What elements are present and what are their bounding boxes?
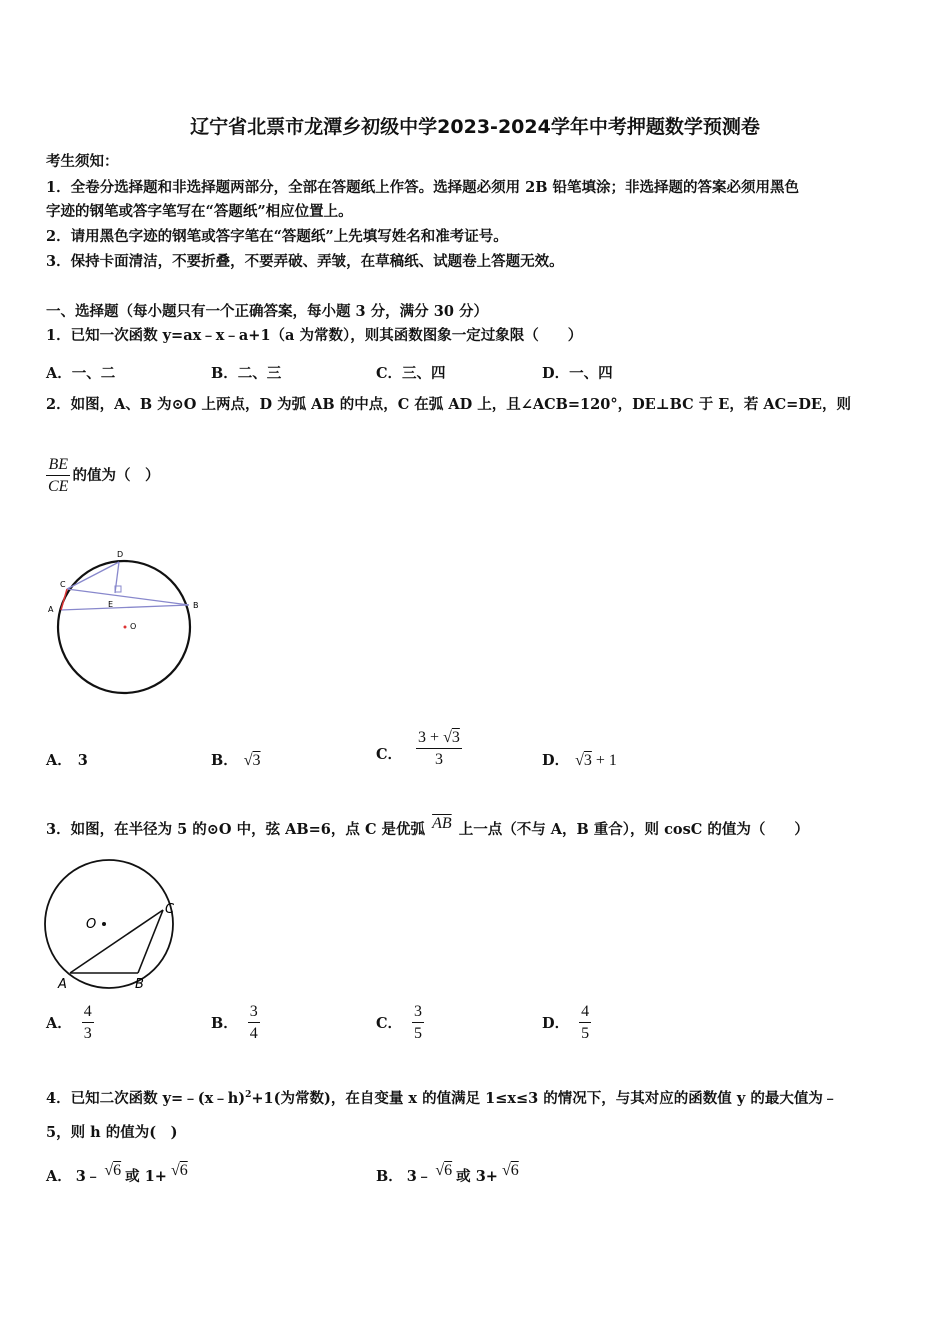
q1-option-a: A．一、二	[46, 365, 116, 382]
q2-ratio-denominator: CE	[48, 478, 69, 495]
q3-center-point	[102, 922, 106, 926]
q2-option-c-label: C．	[376, 746, 403, 763]
q4-stem-line-1	[46, 1085, 837, 1109]
q4-option-a-radical-1: √6	[104, 1162, 122, 1179]
notice-heading: 考生须知：	[46, 153, 119, 170]
q2-chord-ab	[61, 605, 189, 610]
q4-stem-line-2: 5，则 h 的值为( )	[46, 1124, 178, 1141]
q3-option-c-den: 5	[414, 1025, 423, 1042]
notice-line-1a: 1．全卷分选择题和非选择题两部分，全部在答题纸上作答。选择题必须用 2B 铅笔填涂；非选择题的答案必须用黑色	[46, 179, 800, 196]
q4-option-b-prefix: 3﹣	[406, 1168, 432, 1185]
q3-label-o: O	[86, 917, 97, 932]
q2-segment-cb	[67, 589, 189, 605]
q4-option-b-or: 或 3+	[456, 1168, 498, 1185]
q1-option-b: B．二、三	[211, 365, 282, 382]
q3-option-d-label: D．	[542, 1015, 570, 1032]
q2-label-o: O	[130, 622, 137, 631]
q4-option-a-radicand-2: 6	[179, 1162, 188, 1179]
q2-option-c	[376, 728, 462, 769]
q2-option-d-tail: + 1	[591, 752, 617, 769]
q3-option-d	[542, 1002, 591, 1043]
q2-segment-de	[115, 562, 119, 593]
q3-option-d-den: 5	[581, 1025, 590, 1042]
q2-option-b-label: B．	[211, 752, 238, 769]
q2-stem-end: 的值为（ ）	[72, 466, 160, 484]
section-heading: 一、选择题（每小题只有一个正确答案，每小题 3 分，满分 30 分）	[46, 303, 488, 320]
q4-option-b	[376, 1162, 519, 1186]
q3-option-c-label: C．	[376, 1015, 403, 1032]
q4-option-b-label: B．	[376, 1168, 403, 1185]
q3-label-c: C	[165, 902, 175, 917]
q2-option-d-radical: √3 + 1	[575, 752, 617, 769]
q3-circle	[45, 860, 173, 988]
q2-segment-ac	[61, 589, 67, 610]
q2-option-a-label: A．	[46, 752, 72, 769]
q4-option-b-radical-1: √6	[435, 1162, 453, 1179]
q4-option-b-radicand-1: 6	[444, 1162, 453, 1179]
q3-option-b-num: 3	[248, 1002, 260, 1023]
q2-stem: 2．如图，A、B 为⊙O 上两点，D 为弧 AB 的中点，C 在弧 AD 上，且∠ACB=120°，DE⊥BC 于 E，若 AC=DE，则	[46, 396, 851, 413]
q3-option-b-fraction	[248, 1002, 260, 1043]
q2-ratio-numerator: BE	[46, 455, 70, 476]
notice-line-2: 2．请用黑色字迹的钢笔或答字笔在“答题纸”上先填写姓名和准考证号。	[46, 228, 508, 245]
q1-stem: 1．已知一次函数 y=ax﹣x﹣a+1（a 为常数），则其函数图象一定过象限（ ）	[46, 327, 583, 344]
q4-option-b-radicand-2: 6	[510, 1162, 519, 1179]
q4-stem-b: +1(为常数)，在自变量 x 的值满足 1≤x≤3 的情况下，与其对应的函数值 y 的最大值为﹣	[251, 1089, 838, 1107]
q3-segment-ac	[70, 910, 163, 973]
q2-label-e: E	[108, 600, 114, 609]
q3-option-c	[376, 1002, 424, 1043]
q4-option-a-radicand-1: 6	[113, 1162, 122, 1179]
q4-stem-a: 4．已知二次函数 y=﹣(x﹣h)	[46, 1089, 246, 1107]
q3-label-b: B	[135, 977, 144, 992]
q2-label-d: D	[117, 550, 124, 559]
q2-option-c-denominator: 3	[434, 751, 443, 768]
q2-option-b	[211, 749, 261, 770]
q2-ratio-fraction	[46, 455, 70, 496]
q2-circle-figure	[44, 545, 204, 705]
q2-option-d-label: D．	[542, 752, 570, 769]
q2-option-c-numerator: 3 + √3	[416, 728, 462, 749]
q4-option-b-radical-2: √6	[501, 1162, 519, 1179]
q3-option-c-fraction	[412, 1002, 424, 1043]
q3-option-a-den: 3	[83, 1025, 92, 1042]
notice-line-3: 3．保持卡面清洁，不要折叠，不要弄破、弄皱，在草稿纸、试题卷上答题无效。	[46, 253, 564, 270]
q2-segment-cd	[67, 562, 119, 589]
q2-option-a-value: 3	[77, 752, 88, 769]
q2-label-a: A	[48, 605, 54, 614]
q2-option-c-num-a: 3 +	[418, 729, 444, 746]
q3-stem-a: 3．如图，在半径为 5 的⊙O 中，弦 AB=6，点 C 是优弧	[46, 821, 426, 838]
q1-option-d: D．一、四	[542, 365, 613, 382]
q4-option-a	[46, 1162, 188, 1186]
q3-arc-ab: $\overline{AB}$	[432, 815, 452, 832]
q4-option-a-label: A．	[46, 1168, 72, 1185]
q2-stem-tail	[46, 455, 159, 496]
q3-circle-figure	[42, 858, 182, 992]
q1-option-c: C．三、四	[376, 365, 446, 382]
page-title: 辽宁省北票市龙潭乡初级中学2023-2024学年中考押题数学预测卷	[190, 116, 760, 138]
q3-option-a	[46, 1002, 94, 1043]
q2-option-d-radicand: 3	[583, 752, 592, 769]
q3-option-a-fraction	[82, 1002, 94, 1043]
q3-option-b	[211, 1002, 260, 1043]
q3-label-a: A	[58, 977, 67, 992]
q4-option-a-radical-2: √6	[170, 1162, 188, 1179]
q3-option-d-num: 4	[579, 1002, 591, 1023]
q3-stem	[46, 815, 809, 840]
q3-option-c-num: 3	[412, 1002, 424, 1023]
q4-option-a-or: 或 1+	[125, 1168, 167, 1185]
q2-option-c-num-radicand: 3	[451, 729, 460, 746]
q2-option-b-radicand: 3	[252, 752, 261, 769]
q2-label-c: C	[60, 580, 66, 589]
q2-label-b: B	[193, 601, 199, 610]
q3-option-d-fraction	[579, 1002, 591, 1043]
notice-line-1b: 字迹的钢笔或答字笔写在“答题纸”相应位置上。	[46, 203, 353, 220]
q2-option-b-radical: √3	[243, 752, 261, 769]
q4-stem-sup: 2	[245, 1090, 252, 1100]
q3-option-a-label: A．	[46, 1015, 72, 1032]
q3-stem-b: 上一点（不与 A，B 重合），则 cosC 的值为（ ）	[458, 821, 809, 838]
q3-option-a-num: 4	[82, 1002, 94, 1023]
q2-center-point	[124, 626, 127, 629]
q2-option-d	[542, 749, 617, 770]
q3-option-b-den: 4	[249, 1025, 258, 1042]
q2-option-c-fraction	[416, 728, 462, 769]
q2-option-a	[46, 749, 88, 770]
q4-option-a-prefix: 3﹣	[75, 1168, 101, 1185]
q3-option-b-label: B．	[211, 1015, 238, 1032]
